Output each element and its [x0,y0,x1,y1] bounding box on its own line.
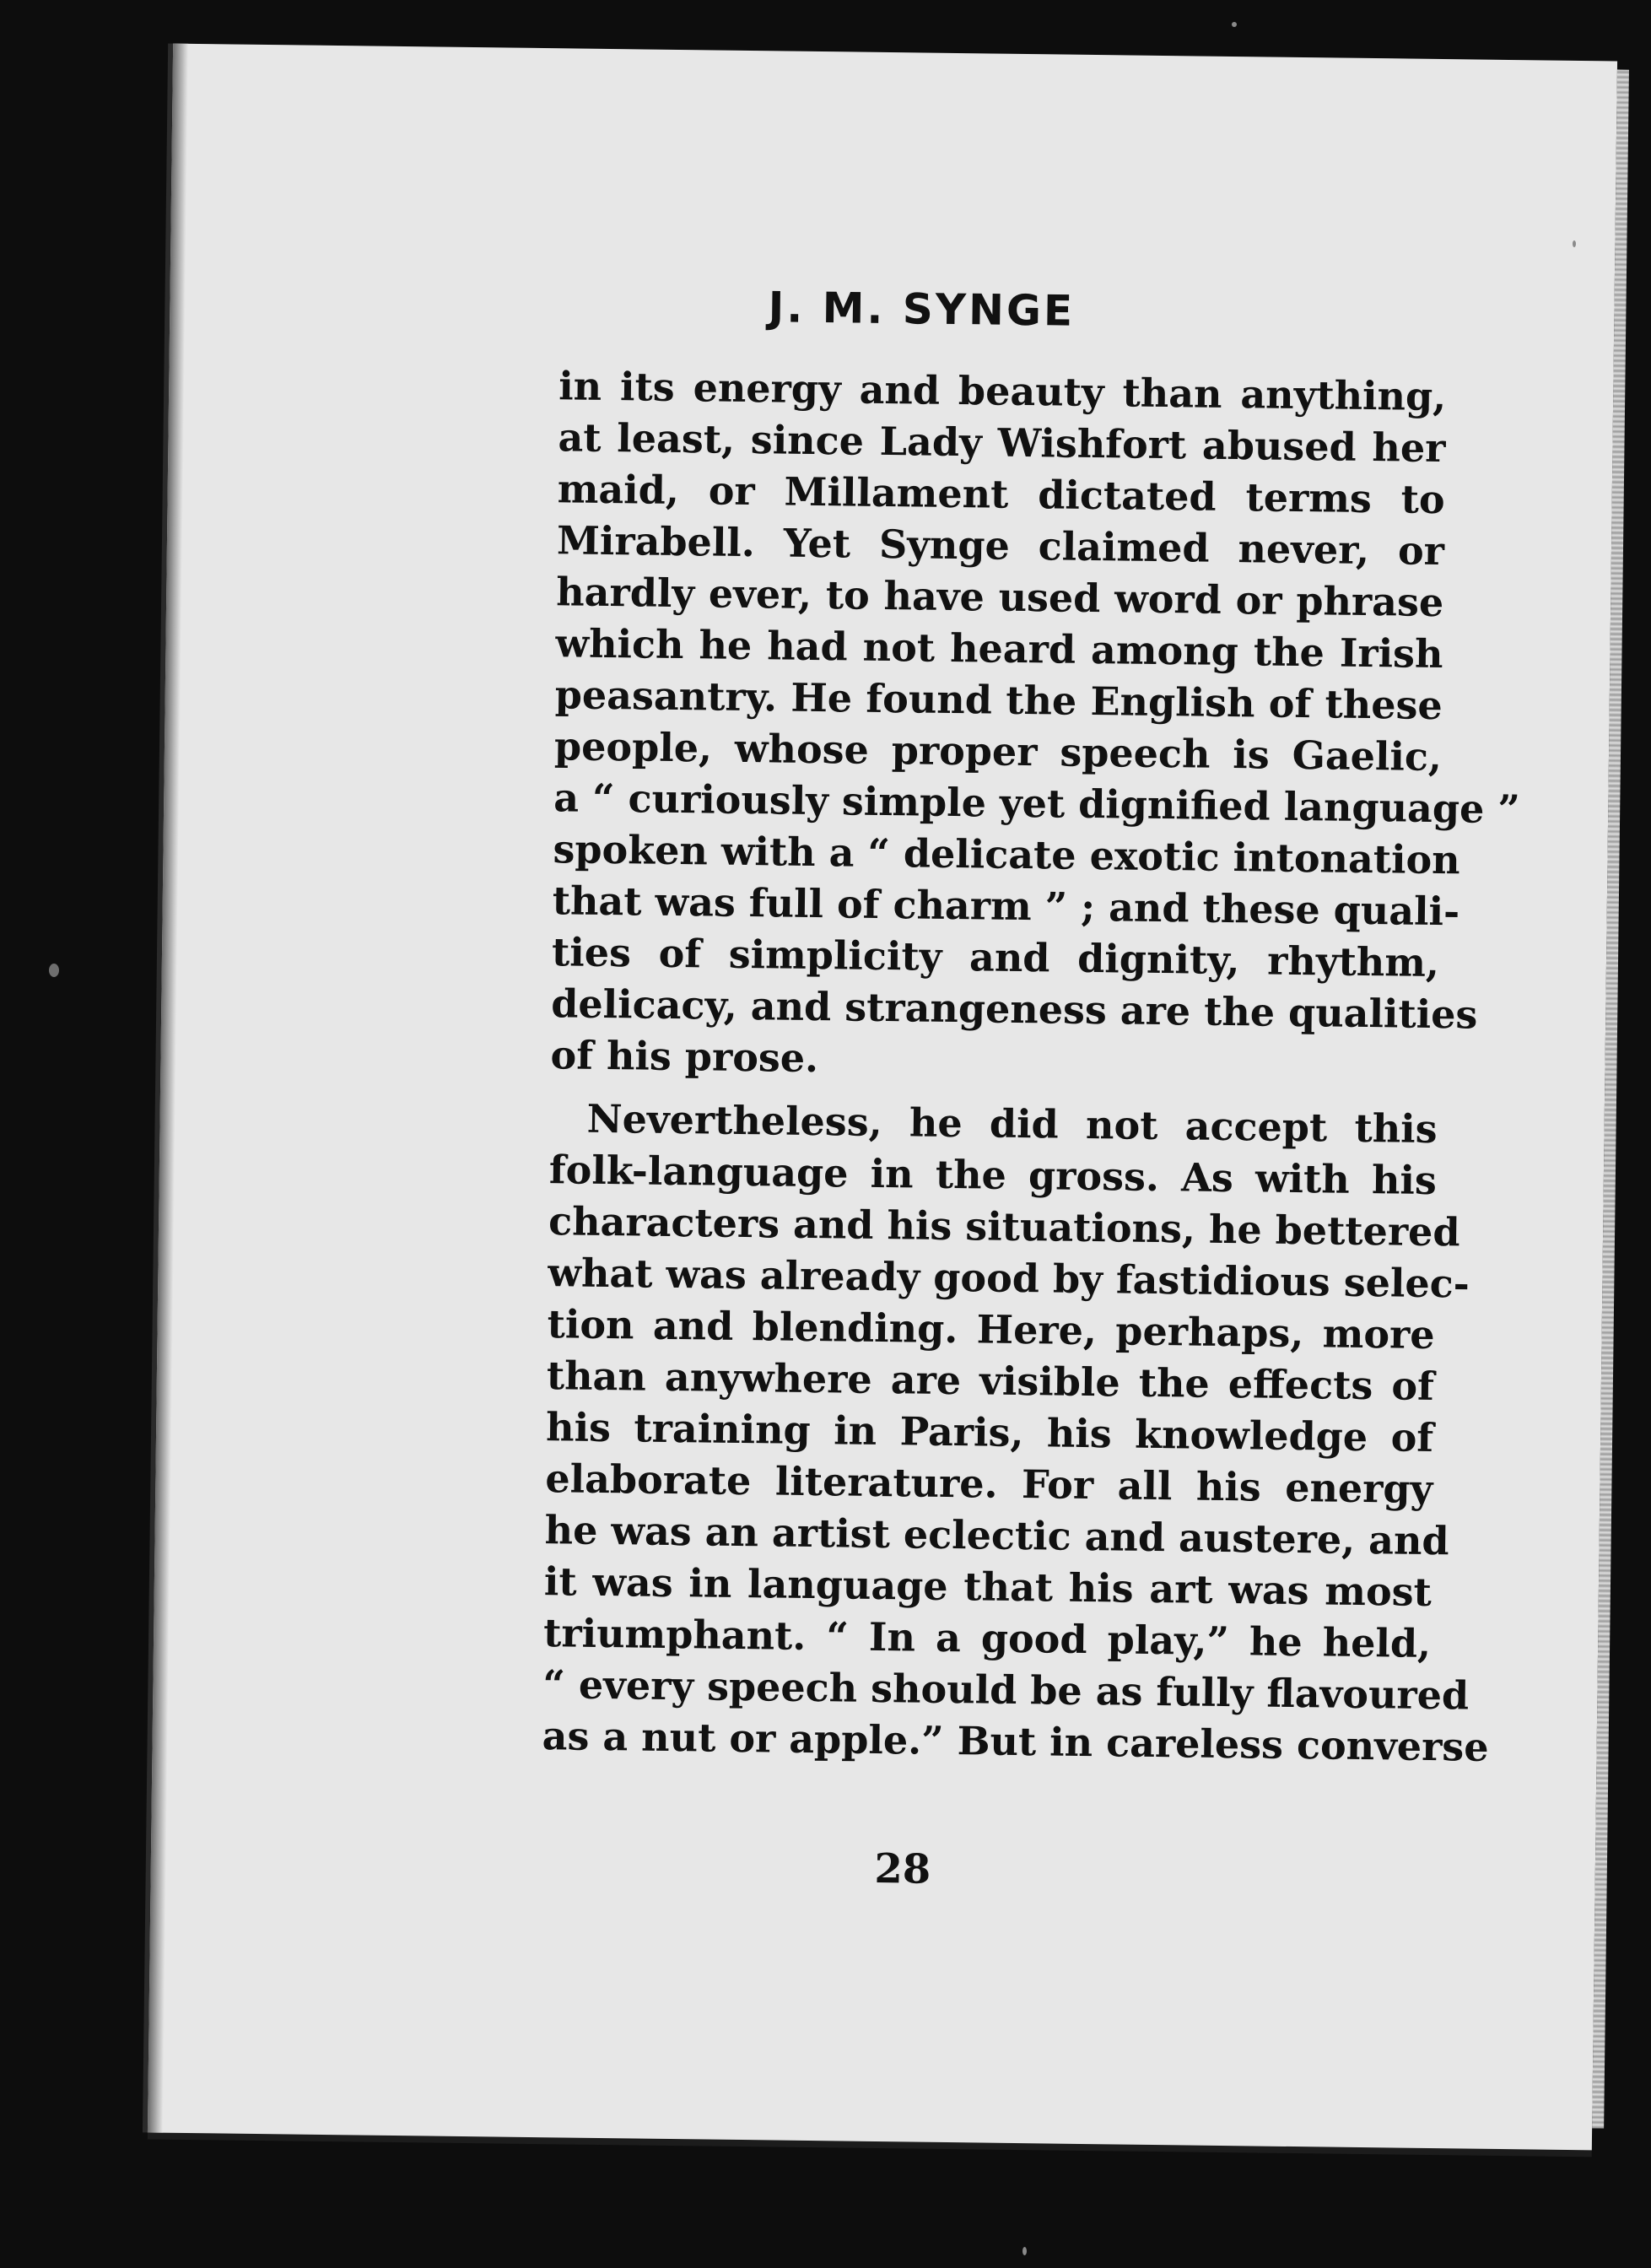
text-line: as a nut or apple.” But in careless converse [542,1713,1489,1770]
body-text [542,360,1521,1773]
paragraph [542,1093,1489,1773]
text-line: “ every speech should be as fully flavoured [542,1661,1470,1719]
paragraph [550,360,1521,1092]
text-line: a “ curiously simple yet dignified language ” [553,775,1521,833]
text-line: at least, since Lady Wishfort abused her [558,414,1446,472]
scan-speck [1022,2247,1027,2255]
text-line: Mirabell. Yet Synge claimed never, or [556,517,1445,575]
text-line: folk-language in the gross. As with his [548,1147,1438,1204]
text-line: his training in Paris, his knowledge of [545,1404,1434,1461]
text-line: what was already good by fastidious selec- [548,1250,1470,1307]
text-line: he was an artist eclectic and austere, and [544,1507,1449,1564]
gutter-shadow [148,44,188,2133]
book-page [148,44,1617,2151]
text-line: delicacy, and strangeness are the qualities [550,980,1478,1038]
running-head: J. M. SYNGE [768,283,1076,336]
text-line: in its energy and beauty than anything, [558,363,1447,420]
text-line: of his prose. [550,1032,819,1082]
text-line: characters and his situations, he bettered [548,1198,1460,1256]
text-line: spoken with a “ delicate exotic intonation [553,826,1461,883]
scan-speck [49,964,59,977]
text-line: people, whose proper speech is Gaelic, [553,723,1443,780]
page-edge [1592,70,1629,2129]
text-line: tion and blending. Here, perhaps, more [547,1301,1435,1358]
text-line: Nevertheless, he did not accept this [586,1095,1438,1153]
text-line: hardly ever, to have used word or phrase [555,569,1444,626]
text-line: ties of simplicity and dignity, rhythm, [551,929,1440,986]
text-line: that was full of charm ” ; and these quali- [552,878,1460,935]
text-line: it was in language that his art was most [543,1558,1432,1615]
text-line: peasantry. He found the English of these [554,672,1443,729]
text-line: maid, or Millament dictated terms to [557,466,1446,523]
text-line: than anywhere are visible the effects of [546,1353,1435,1410]
scan-speck [1573,240,1576,247]
scan-speck [1232,22,1237,27]
text-line: elaborate literature. For all his energy [545,1455,1433,1513]
text-line: triumphant. “ In a good play,” he held, [542,1610,1432,1666]
text-line: which he had not heard among the Irish [555,620,1443,678]
page-number: 28 [874,1844,931,1893]
